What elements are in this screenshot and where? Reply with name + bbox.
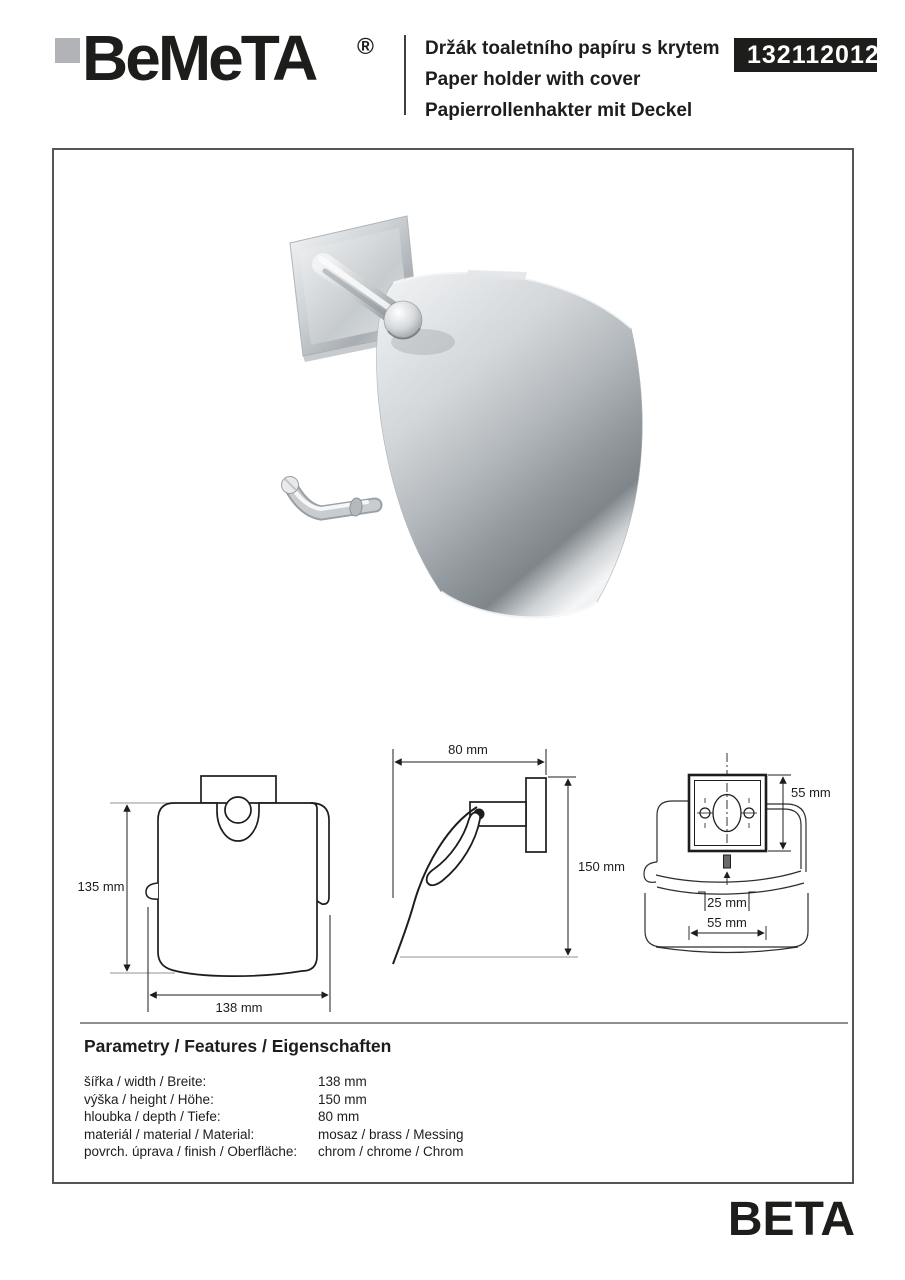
side-depth-dimension: 80 mm (448, 742, 488, 757)
parameter-label: výška / height / Höhe: (84, 1091, 214, 1107)
parameter-value: 80 mm (318, 1109, 360, 1125)
product-code-badge: 132112012 (734, 38, 877, 72)
parameter-value: 150 mm (318, 1091, 367, 1107)
parameter-row-height (84, 1091, 784, 1109)
parameter-label: materiál / material / Material: (84, 1126, 255, 1142)
logo-square-icon (55, 38, 80, 63)
side-height-dimension: 150 mm (578, 859, 625, 874)
parameter-label: povrch. úprava / finish / Oberfläche: (84, 1144, 298, 1160)
parameter-row-finish (84, 1143, 784, 1161)
parameters-heading: Parametry / Features / Eigenschaften (84, 1036, 392, 1056)
parameter-label: hloubka / depth / Tiefe: (84, 1109, 221, 1125)
parameter-value: 138 mm (318, 1074, 367, 1089)
plate-width-dimension: 55 mm (707, 915, 747, 930)
parameter-label: šířka / width / Breite: (84, 1074, 207, 1089)
product-titles (425, 33, 720, 126)
front-width-dimension: 138 mm (215, 1000, 263, 1015)
hole-spacing-dimension: 25 mm (707, 895, 747, 910)
series-name: BETA (727, 1193, 855, 1246)
parameters-table (84, 1073, 784, 1161)
parameter-row-width (84, 1073, 784, 1091)
parameter-row-material (84, 1126, 784, 1144)
parameter-value: mosaz / brass / Messing (318, 1126, 464, 1142)
technical-drawings (60, 735, 840, 1025)
section-divider (80, 1022, 848, 1024)
product-title-german: Papierrollenhakter mit Deckel (425, 100, 693, 121)
registered-trademark-icon: ® (357, 33, 374, 59)
product-title-english: Paper holder with cover (425, 69, 641, 90)
product-photo (235, 180, 675, 640)
front-view-drawing (78, 776, 330, 1015)
mounting-view-drawing (644, 753, 831, 953)
photo-paper-hook (282, 477, 376, 517)
header-divider (404, 35, 406, 115)
parameter-row-depth (84, 1108, 784, 1126)
brand-logo: BeMeTA (82, 22, 316, 94)
product-title-czech: Držák toaletního papíru s krytem (425, 38, 720, 59)
front-height-dimension: 135 mm (77, 879, 125, 894)
side-view-drawing (393, 742, 625, 964)
parameter-value: chrom / chrome / Chrom (318, 1144, 464, 1160)
plate-height-dimension: 55 mm (791, 785, 831, 800)
